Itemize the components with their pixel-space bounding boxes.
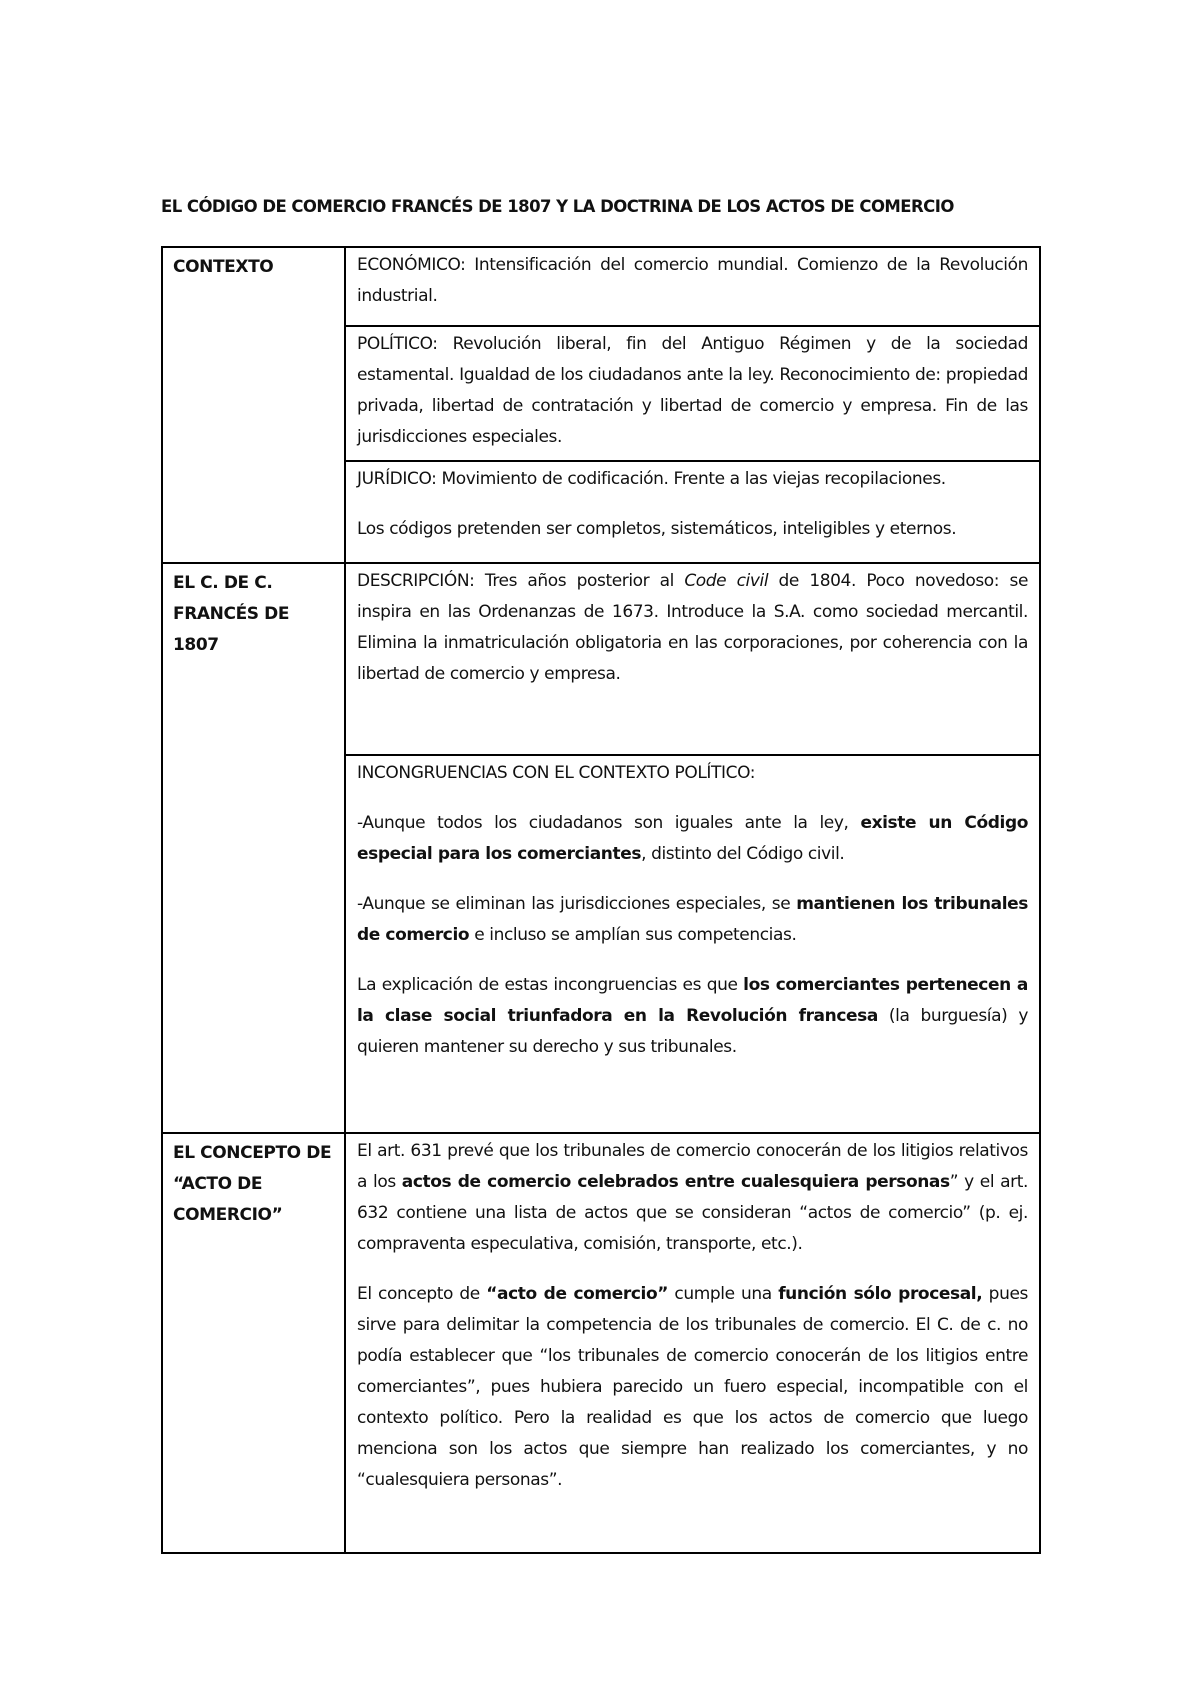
page-title: EL CÓDIGO DE COMERCIO FRANCÉS DE 1807 Y LA DOCTRINA DE LOS ACTOS DE COMERCIO xyxy=(161,197,954,216)
bold-text: los comerciantes pertenecen a la clase social triunfadora en la Revolución francesa xyxy=(357,975,1028,1026)
paragraph-text: ” y el art. 632 contiene una lista de actos que se consideran “actos de comercio” (p. ej. compraventa especulativa, comisión, transporte, etc.). xyxy=(357,1172,1029,1254)
cell-juridico xyxy=(345,461,1040,563)
paragraph xyxy=(357,329,1028,453)
paragraph-text: cumple una xyxy=(668,1284,779,1304)
paragraph xyxy=(357,889,1028,951)
paragraph-text: Movimiento de codificación. Frente a las viejas recopilaciones. xyxy=(436,469,946,489)
section-label-line: EL C. DE C. xyxy=(173,573,273,593)
paragraph xyxy=(357,1279,1028,1496)
label-prefix: POLÍTICO: xyxy=(357,334,438,354)
section-label-contexto xyxy=(162,247,345,563)
paragraph-text: El concepto de xyxy=(357,1284,487,1304)
paragraph xyxy=(357,808,1028,870)
section-label-line: CONTEXTO xyxy=(173,257,274,277)
label-prefix: ECONÓMICO: xyxy=(357,255,466,275)
paragraph xyxy=(357,970,1028,1063)
table-row xyxy=(162,247,1040,326)
table-row xyxy=(162,1133,1040,1553)
cell-concepto xyxy=(345,1133,1040,1553)
paragraph-text: Intensificación del comercio mundial. Comienzo de la Revolución industrial. xyxy=(357,255,1028,306)
paragraph-text: El art. 631 prevé que los tribunales de comercio conocerán de los litigios relativos a los xyxy=(357,1141,1028,1192)
section-label-line: 1807 xyxy=(173,635,219,655)
bold-text: existe un Código especial para los comerciantes xyxy=(357,813,1028,864)
bold-text: “acto de comercio” xyxy=(486,1284,669,1304)
bold-text: mantienen los tribunales de comercio xyxy=(357,894,1028,945)
section-label-concepto xyxy=(162,1133,345,1553)
section-label-codigo xyxy=(162,563,345,1133)
paragraph-text: Tres años posterior al xyxy=(474,571,685,591)
paragraph-text: pues sirve para delimitar la competencia de los tribunales de comercio. El C. de c. no podía establecer que “los tribunales de comercio conocerán de los litigios entre comerciantes”, pues hubiera parecido un fuero especial, incompatible con el contexto político. Pero la realidad es que los actos de comercio que luego menciona son los actos que siempre han realizado los comerciantes, y no “cualesquiera personas”. xyxy=(357,1284,1028,1490)
paragraph-text: , distinto del Código civil. xyxy=(641,844,845,864)
cell-politico xyxy=(345,326,1040,461)
paragraph xyxy=(357,1136,1028,1260)
paragraph: Los códigos pretenden ser completos, sistemáticos, inteligibles y eternos. xyxy=(357,519,957,539)
paragraph-text: (la burguesía) y quieren mantener su derecho y sus tribunales. xyxy=(357,1006,1028,1057)
paragraph xyxy=(357,464,1028,495)
cell-incongruencias xyxy=(345,755,1040,1133)
bold-text: actos de comercio celebrados entre cualesquiera personas xyxy=(401,1172,950,1192)
paragraph-text: de 1804. Poco novedoso: se inspira en las Ordenanzas de 1673. Introduce la S.A. como sociedad mercantil. Elimina la inmatriculación obligatoria en las corporaciones, por coherencia con la libertad de comercio y empresa. xyxy=(357,571,1029,684)
cell-descripcion xyxy=(345,563,1040,755)
section-label-line: FRANCÉS DE xyxy=(173,604,290,624)
table-row xyxy=(162,563,1040,755)
paragraph-text: -Aunque todos los ciudadanos son iguales ante la ley, xyxy=(357,813,861,833)
paragraph-text: La explicación de estas incongruencias es que xyxy=(357,975,744,995)
paragraph-text: e incluso se amplían sus competencias. xyxy=(469,925,797,945)
bold-text: función sólo procesal, xyxy=(778,1284,983,1304)
section-label-line: COMERCIO” xyxy=(173,1205,283,1225)
paragraph xyxy=(357,250,1028,312)
label-prefix: DESCRIPCIÓN: xyxy=(357,571,475,591)
paragraph-text: -Aunque se eliminan las jurisdicciones especiales, se xyxy=(357,894,797,914)
section-label-line: “ACTO DE xyxy=(173,1174,263,1194)
subheading: INCONGRUENCIAS CON EL CONTEXTO POLÍTICO: xyxy=(357,763,756,783)
content-table xyxy=(161,246,1041,1554)
section-label-line: EL CONCEPTO DE xyxy=(173,1143,332,1163)
paragraph xyxy=(357,566,1028,690)
italic-term: Code civil xyxy=(684,571,769,591)
cell-economico xyxy=(345,247,1040,326)
label-prefix: JURÍDICO: xyxy=(357,469,437,489)
paragraph-text: Revolución liberal, fin del Antiguo Régimen y de la sociedad estamental. Igualdad de los ciudadanos ante la ley. Reconocimiento de: propiedad privada, libertad de contratación y libertad de comercio y empresa. Fin de las jurisdicciones especiales. xyxy=(357,334,1028,447)
